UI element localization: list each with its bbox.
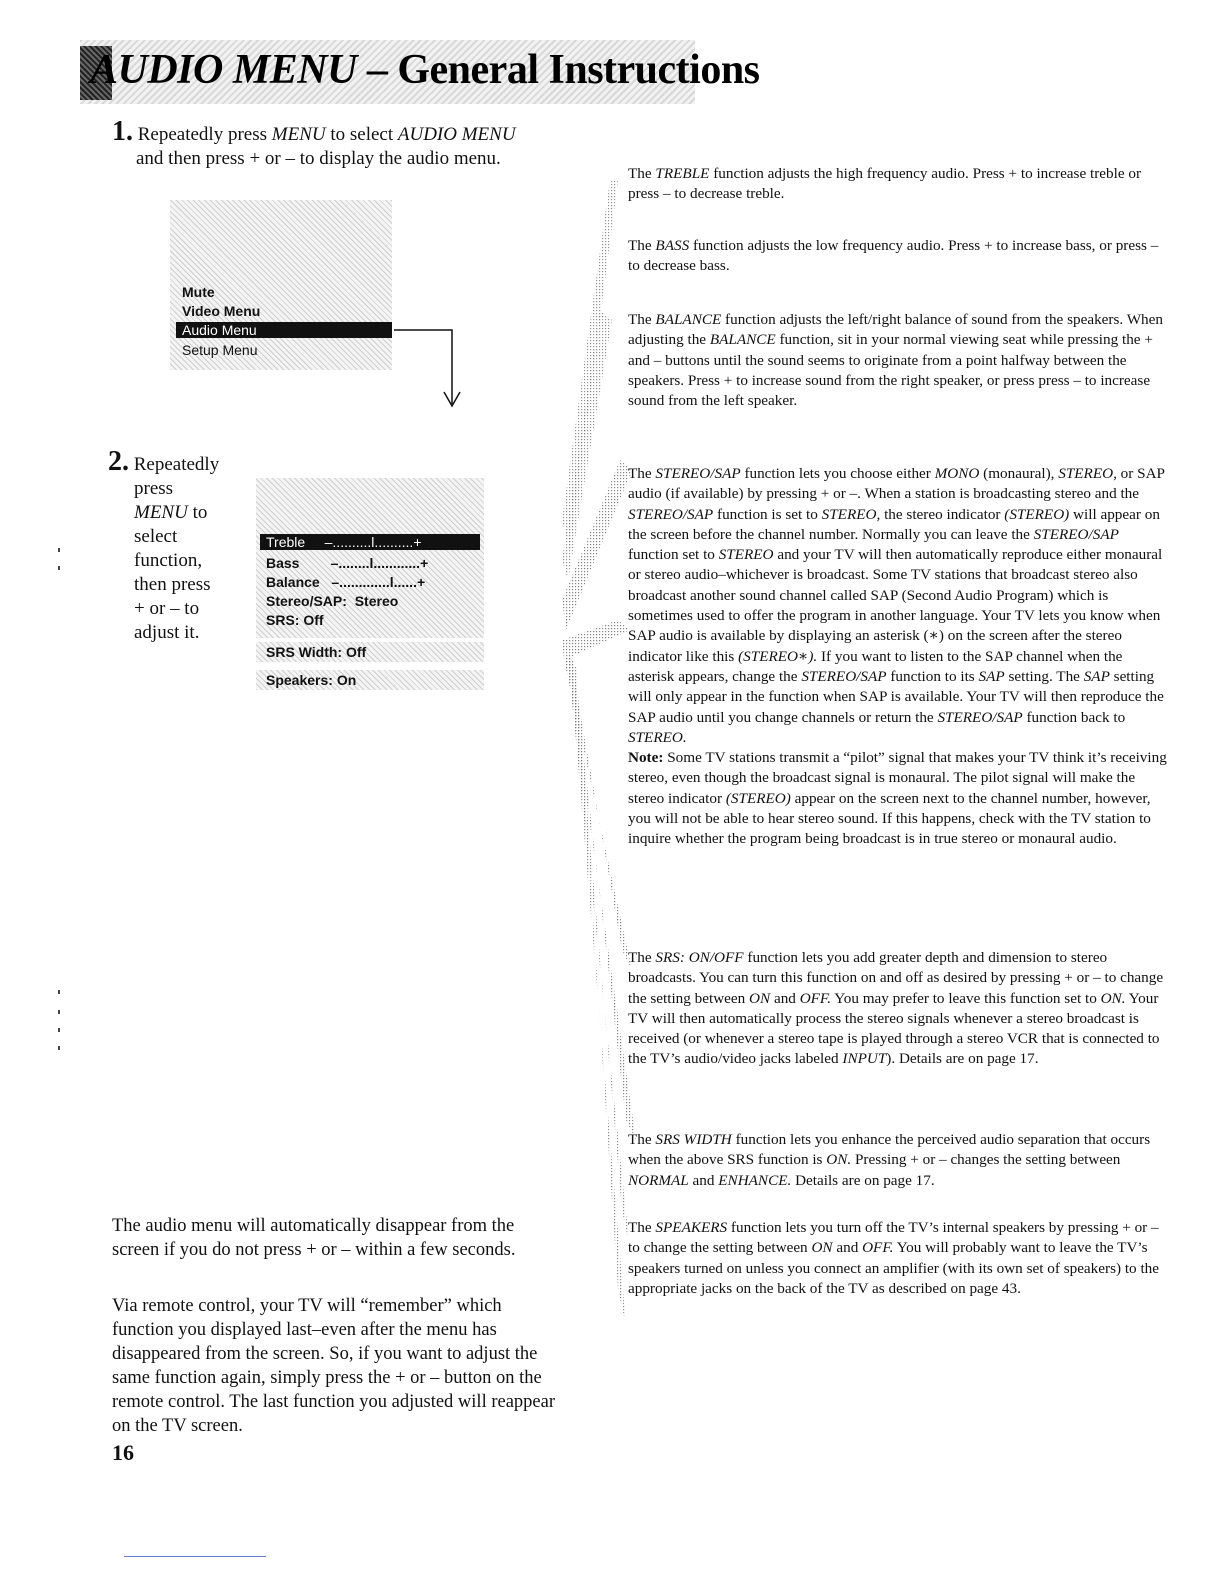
title-banner <box>80 40 760 104</box>
margin-mark <box>58 990 60 994</box>
stereo-sap-description: The STEREO/SAP function lets you choose either MONO (monaural), STEREO, or SAP audio (if available) by pressing + or –. When a station is broadcasting stereo and the STEREO/SAP function is set to STEREO, the stereo indicator (STEREO) will appear on the screen before the channel number. Normally you can leave the STEREO/SAP function set to STEREO and your TV will then automatically reproduce either monaural or stereo audio–whichever is broadcast. Some TV stations that broadcast stereo also broadcast another sound channel called SAP (Second Audio Program) which is sometimes used to offer the program in another language. Your TV lets you know when SAP audio is available by displaying an asterisk (∗) on the screen after the stereo indicator like this (STEREO∗). If you want to listen to the SAP channel when the asterisk appears, change the STEREO/SAP function to its SAP setting. The SAP setting will only appear in the function when SAP is available. Your TV will then reproduce the SAP audio until you change channels or return the STEREO/SAP function back to STEREO. Note: Some TV stations transmit a “pilot” signal that makes your TV think it’s receiving stereo, even though the broadcast signal is monaural. The pilot signal will make the stereo indicator (STEREO) appear on the screen next to the channel number, however, you will not be able to hear stereo sound. If this happens, check with the TV station to inquire whether the program being broadcast is in true stereo or monaural audio. <box>628 464 1168 850</box>
audio-row-srs: SRS: Off <box>266 612 324 628</box>
audio-row-balance: Balance –.............l......+ <box>266 574 426 590</box>
tv-main-menu <box>170 200 392 370</box>
margin-mark <box>58 566 60 570</box>
stereo-note: Note: Some TV stations transmit a “pilot” signal that makes your TV think it’s receiving stereo, even though the broadcast signal is monaural. The pilot signal will make the stereo indicator (STEREO) appear on the screen next to the channel number, however, you will not be able to hear stereo sound. If this happens, check with the TV station to inquire whether the program being broadcast is in true stereo or monaural audio. <box>628 749 1167 848</box>
tv-audio-menu-speakers <box>256 670 484 690</box>
tv-audio-menu <box>256 478 484 638</box>
menu-item-mute: Mute <box>182 284 215 300</box>
page-title: AUDIO MENU – General Instructions <box>90 47 760 93</box>
audio-row-treble: Treble –..........l..........+ <box>260 534 480 550</box>
down-arrow-icon <box>380 318 490 410</box>
footer-rule <box>124 1556 266 1557</box>
page-number: 16 <box>112 1440 134 1465</box>
margin-mark <box>58 548 60 552</box>
audio-row-bass: Bass –........l............+ <box>266 555 429 571</box>
audio-row-srs-width: SRS Width: Off <box>266 644 367 660</box>
step-1-number: 1. <box>112 116 133 147</box>
treble-description: The TREBLE function adjusts the high frequency audio. Press + to increase treble or press – to decrease treble. <box>628 165 1142 203</box>
balance-description: The BALANCE function adjusts the left/right balance of sound from the speakers. When adjusting the BALANCE function, sit in your normal viewing seat while pressing the + and – buttons until the sound seems to originate from a point halfway between the speakers. Press + to increase sound from the right speaker, or press press – to increase sound from the left speaker. <box>628 311 1163 410</box>
srs-width-description: The SRS WIDTH function lets you enhance the perceived audio separation that occurs when the above SRS function is ON. Pressing + or – changes the setting between NORMAL and ENHANCE. Details are on page 17. <box>628 1131 1151 1189</box>
bass-description: The BASS function adjusts the low frequency audio. Press + to increase bass, or press – to decrease bass. <box>628 237 1159 275</box>
menu-item-audio-menu: Audio Menu <box>176 322 392 338</box>
audio-row-stereo-sap: Stereo/SAP: Stereo <box>266 593 399 609</box>
audio-row-speakers: Speakers: On <box>266 672 357 688</box>
margin-mark <box>58 1010 60 1014</box>
auto-disappear-note: The audio menu will automatically disappear from the screen if you do not press + or – within a few seconds. <box>112 1216 516 1260</box>
menu-item-video-menu: Video Menu <box>182 303 261 319</box>
step-2: 2. Repeatedly press MENU to select function, then press + or – to adjust it. <box>108 446 220 643</box>
tv-audio-menu-srs-width <box>256 642 484 662</box>
menu-item-setup-menu: Setup Menu <box>182 342 258 358</box>
step-2-number: 2. <box>108 446 129 477</box>
remember-note: Via remote control, your TV will “remember” which function you displayed last–even after the menu has disappeared from the screen. So, if you want to adjust the same function again, simply press the + or – button on the remote control. The last function you adjusted will reappear on the TV screen. <box>112 1296 556 1436</box>
srs-description: The SRS: ON/OFF function lets you add greater depth and dimension to stereo broadcasts. You can turn this function on and off as desired by pressing + or – to change the setting between ON and OFF. You may prefer to leave this function set to ON. Your TV will then automatically process the stereo signals whenever a stereo broadcast is received (or whenever a stereo tape is played through a stereo VCR that is connected to the TV’s audio/video jacks labeled INPUT). Details are on page 17. <box>628 949 1164 1068</box>
step-1: 1. Repeatedly press MENU to select AUDIO MENU and then press + or – to display the audio menu. <box>112 120 582 171</box>
step-1-line-2: and then press + or – to display the audio menu. <box>136 148 501 169</box>
speakers-description: The SPEAKERS function lets you turn off the TV’s internal speakers by pressing + or – to change the setting between ON and OFF. You will probably want to leave the TV’s speakers turned on unless you connect an amplifier (with its own set of speakers) to the appropriate jacks on the back of the TV as described on page 43. <box>628 1219 1159 1297</box>
margin-mark <box>58 1028 60 1032</box>
margin-mark <box>58 1046 60 1050</box>
